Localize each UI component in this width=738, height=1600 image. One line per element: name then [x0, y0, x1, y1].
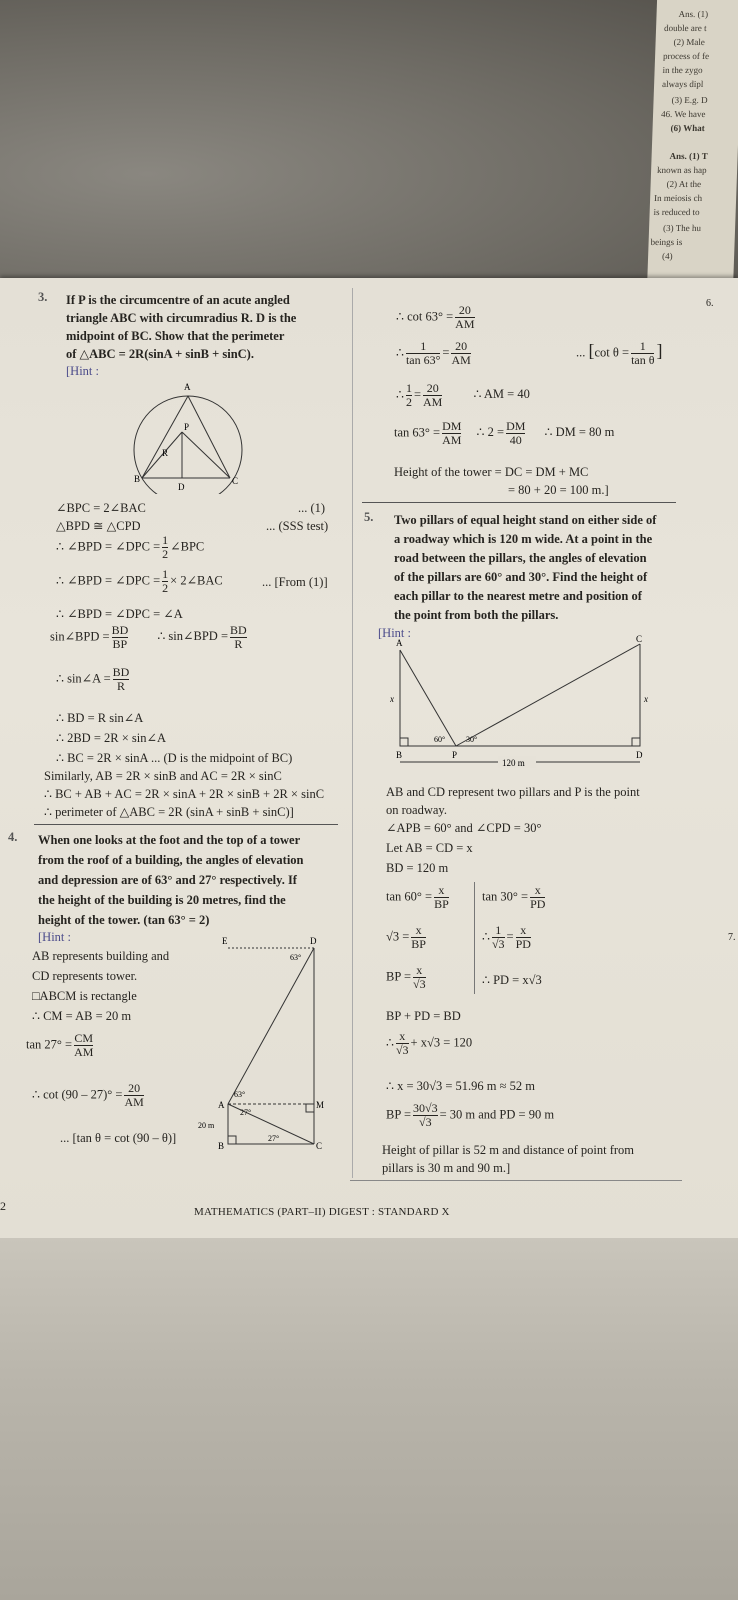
solution-step: BD = 120 m: [386, 861, 449, 875]
point-label: E: [222, 936, 228, 946]
question-number: 3.: [38, 290, 48, 304]
margin-number: 7.: [728, 932, 736, 943]
question-line: of the pillars are 60° and 30°. Find the height of: [394, 570, 648, 584]
solution-step: tan 60° = $\frac{x}{BP}$: [386, 883, 449, 911]
vertex-label: P: [184, 422, 190, 432]
proof-step: ∴ BC + AB + AC = 2R × sinA + 2R × sinB + 2R × sinC: [44, 787, 325, 801]
solution-step: CD represents tower.: [32, 969, 138, 983]
solution-step: □ABCM is rectangle: [32, 989, 137, 1003]
question-line: triangle ABC with circumradius R. D is the: [66, 311, 297, 325]
question-line: road between the pillars, the angles of elevation: [394, 551, 647, 565]
side-text-line: beings is: [650, 237, 683, 247]
proof-step: Similarly, AB = 2R × sinB and AC = 2R × sinC: [44, 769, 282, 783]
question-line: Two pillars of equal height stand on either side of: [394, 513, 657, 527]
two-pillars-figure: [390, 634, 650, 770]
solution-step: tan 63° = $\frac{DM}{AM}$ ∴ 2 = $\frac{DM}{40}$ ∴ DM = 80 m: [394, 419, 615, 447]
page-footer: MATHEMATICS (PART–II) DIGEST : STANDARD X: [194, 1206, 450, 1218]
point-label: B: [396, 750, 403, 760]
side-text-line: (2) Male: [673, 37, 706, 47]
side-text-line: 46. We have: [660, 109, 706, 119]
point-label: M: [316, 1100, 325, 1110]
column-rule: [474, 882, 475, 994]
question-line: from the roof of a building, the angles of elevation: [38, 853, 304, 867]
point-label: D: [310, 936, 317, 946]
solution-reason: ... [cot θ = $\frac{1}{\text{tan θ}}$ ]: [576, 339, 663, 367]
side-text-line: always dipl: [661, 79, 704, 89]
side-text-line: process of fe: [662, 51, 710, 61]
angle-label: 63°: [234, 1090, 246, 1099]
vertex-label: A: [184, 382, 191, 392]
angle-label: 27°: [240, 1108, 252, 1117]
question-number: 4.: [8, 830, 18, 844]
side-text-line: (2) At the: [666, 179, 702, 189]
question-line: a roadway which is 120 m wide. At a point in the: [394, 532, 653, 546]
question-line: the height of the building is 20 metres, find the: [38, 893, 286, 907]
solution-step: AB represents building and: [32, 949, 170, 963]
solution-step: ∴ cot (90 – 27)° = $\frac{20}{AM}$: [32, 1081, 144, 1109]
solution-step: √3 = $\frac{x}{BP}$: [386, 923, 426, 951]
building-tower-figure: [196, 934, 326, 1150]
page-number: 2: [0, 1199, 6, 1213]
background-desk: [0, 0, 738, 290]
question-line: If P is the circumcentre of an acute angled: [66, 293, 290, 307]
solution-step: pillars is 30 m and 90 m.]: [382, 1161, 511, 1175]
point-label: C: [316, 1141, 323, 1150]
question-number: 5.: [364, 510, 374, 524]
angle-label: 63°: [290, 953, 302, 962]
point-label: A: [396, 638, 403, 648]
side-text-line: In meiosis ch: [653, 193, 703, 203]
section-divider: [350, 1180, 682, 1181]
background-surface: [0, 1238, 738, 1600]
side-text-line: (3) The hu: [662, 223, 702, 233]
proof-step: ∴ BC = 2R × sinA ... (D is the midpoint of BC): [56, 751, 293, 765]
hint-label: [Hint :: [378, 626, 411, 640]
side-text-line: double are t: [663, 23, 707, 33]
side-text-line: known as hap: [656, 165, 707, 175]
proof-reason: ... (1): [298, 501, 326, 515]
solution-step: BP + PD = BD: [386, 1009, 461, 1023]
circumcircle-figure: [120, 374, 260, 494]
proof-step: △BPD ≅ △CPD: [56, 519, 141, 533]
solution-step: ∴ cot 63° = $\frac{20}{AM}$: [396, 303, 475, 331]
solution-step: tan 30° = $\frac{x}{PD}$: [482, 883, 546, 911]
solution-step: ∴ $\frac{1}{√3}$ = $\frac{x}{PD}$: [482, 923, 531, 951]
vertex-label: B: [134, 474, 141, 484]
side-text-line: is reduced to: [653, 207, 700, 217]
side-text-line: (4): [661, 251, 673, 261]
proof-step: ∴ sin∠A = $\frac{BD}{R}$: [56, 665, 130, 693]
section-divider: [362, 502, 676, 503]
margin-number: 6.: [706, 298, 714, 309]
vertex-label: D: [178, 482, 185, 492]
side-text-line: Ans. (1) T: [669, 151, 708, 161]
point-label: C: [636, 634, 643, 644]
solution-step: ∴ x = 30√3 = 51.96 m ≈ 52 m: [386, 1079, 535, 1093]
proof-step: ∴ BD = R sin∠A: [56, 711, 144, 725]
solution-step: ∠APB = 60° and ∠CPD = 30°: [386, 821, 542, 835]
adjacent-page: [647, 0, 738, 290]
question-line: each pillar to the nearest metre and position of: [394, 589, 642, 603]
proof-reason: ... (SSS test): [266, 519, 329, 533]
proof-step: ∴ ∠BPD = ∠DPC = ∠A: [56, 607, 183, 621]
point-label: D: [636, 750, 643, 760]
height-label: 20 m: [198, 1121, 215, 1130]
hint-label: [Hint :: [38, 930, 71, 944]
proof-reason: ... [From (1)]: [262, 575, 328, 589]
proof-step: ∴ 2BD = 2R × sin∠A: [56, 731, 166, 745]
vertex-label: C: [232, 476, 239, 486]
solution-step: ∴ $\frac{1}{\tan 63^\circ}$ = $\frac{20}{AM}$: [396, 339, 471, 367]
solution-step: on roadway.: [386, 803, 447, 817]
solution-step: = 80 + 20 = 100 m.]: [508, 483, 609, 497]
proof-step: sin∠BPD = $\frac{BD}{BP}$ ∴ sin∠BPD = $\frac{BD}{R}$: [50, 623, 247, 651]
solution-step: Let AB = CD = x: [386, 841, 473, 855]
solution-step: tan 27° = $\frac{CM}{AM}$: [26, 1031, 94, 1059]
angle-label: 60°: [434, 735, 446, 744]
point-label: A: [218, 1100, 225, 1110]
textbook-page: [0, 278, 738, 1238]
question-line: When one looks at the foot and the top of a tower: [38, 833, 301, 847]
solution-step: AB and CD represent two pillars and P is the point: [386, 785, 640, 799]
vertex-label: R: [162, 448, 169, 458]
point-label: B: [218, 1141, 225, 1150]
solution-step: ∴ $\frac{x}{√3}$ + x√3 = 120: [386, 1029, 473, 1057]
proof-step: ∴ ∠BPD = ∠DPC = $\frac{1}{2}$ × 2∠BAC: [56, 567, 223, 595]
hint-label: [Hint :: [66, 364, 99, 378]
proof-step: ∴ ∠BPD = ∠DPC = $\frac{1}{2}$ ∠BPC: [56, 533, 205, 561]
angle-label: 30°: [466, 735, 478, 744]
proof-step: ∴ perimeter of △ABC = 2R (sinA + sinB + sinC)]: [44, 805, 294, 819]
point-label: P: [452, 750, 458, 760]
height-label: x: [644, 694, 648, 704]
question-line: of △ABC = 2R(sinA + sinB + sinC).: [66, 347, 254, 361]
solution-step: ... [tan θ = cot (90 – θ)]: [60, 1131, 177, 1145]
side-text-line: (3) E.g. D: [671, 95, 708, 105]
solution-step: BP = $\frac{x}{√3}$: [386, 963, 426, 991]
height-label: x: [390, 694, 394, 704]
width-label: 120 m: [502, 758, 525, 768]
solution-step: Height of the tower = DC = DM + MC: [394, 465, 589, 479]
solution-step: BP = $\frac{30√3}{√3}$ = 30 m and PD = 90 m: [386, 1101, 555, 1129]
section-divider: [34, 824, 338, 825]
question-line: height of the tower. (tan 63° = 2): [38, 913, 210, 927]
solution-step: ∴ CM = AB = 20 m: [32, 1009, 132, 1023]
angle-label: 27°: [268, 1134, 280, 1143]
column-rule: [352, 288, 353, 1178]
question-line: and depression are of 63° and 27° respectively. If: [38, 873, 297, 887]
solution-step: Height of pillar is 52 m and distance of point from: [382, 1143, 635, 1157]
question-line: midpoint of BC. Show that the perimeter: [66, 329, 285, 343]
proof-step: ∠BPC = 2∠BAC: [56, 501, 146, 515]
side-text-line: (6) What: [670, 123, 705, 133]
question-line: the point from both the pillars.: [394, 608, 559, 622]
side-text-line: Ans. (1): [678, 9, 709, 19]
solution-step: ∴ PD = x√3: [482, 973, 542, 987]
solution-step: ∴ $\frac{1}{2}$ = $\frac{20}{AM}$ ∴ AM = 40: [396, 381, 530, 409]
side-text-line: in the zygo: [662, 65, 703, 75]
